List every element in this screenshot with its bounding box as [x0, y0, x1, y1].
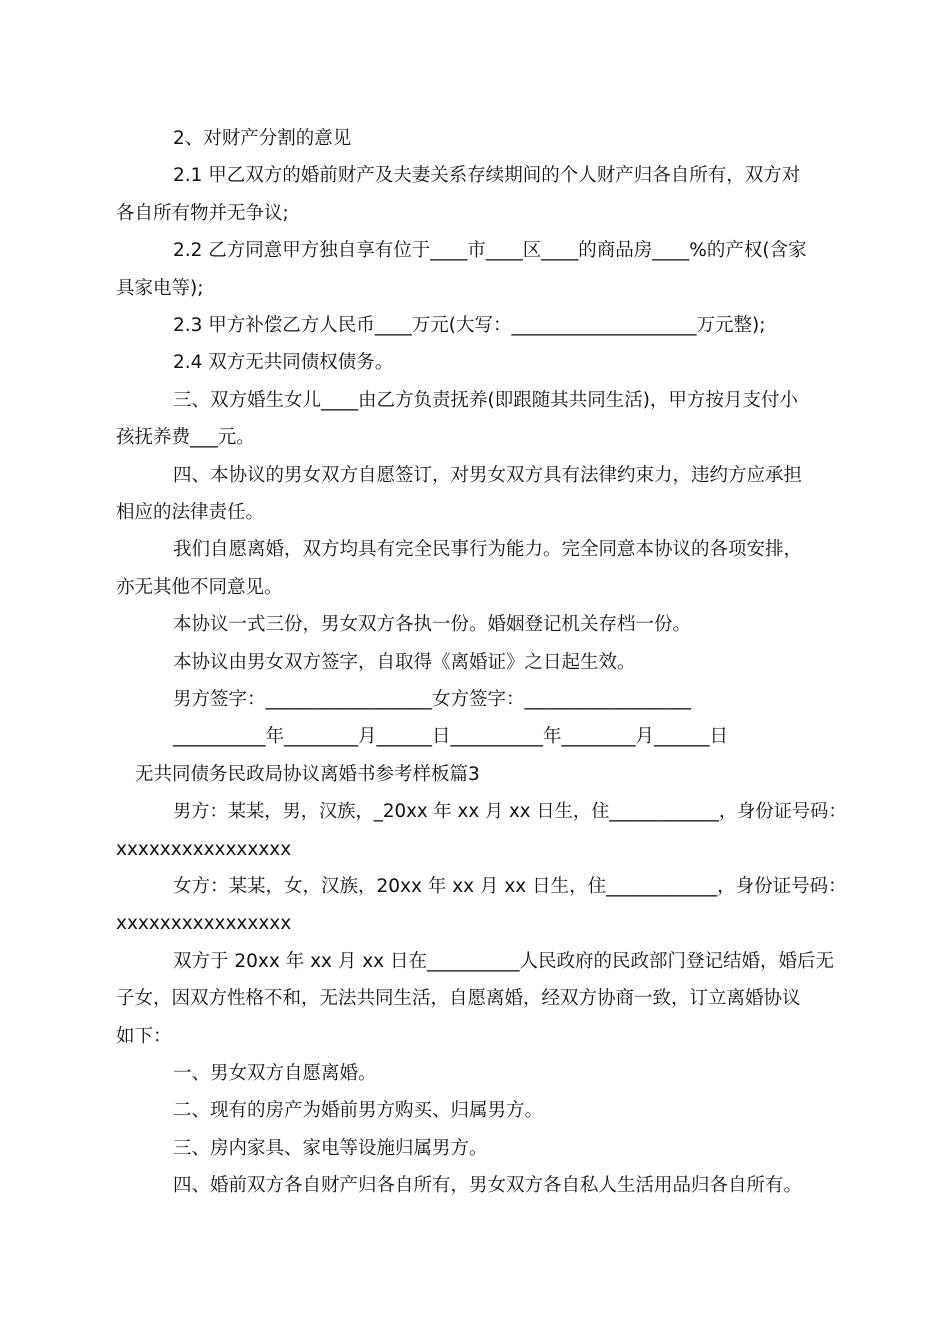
- signature-line: 男方签字：__________________女方签字：__________________: [173, 689, 692, 710]
- clause-3-line-1: 三、双方婚生女儿____由乙方负责抚养(即跟随其共同生活)，甲方按月支付小: [173, 390, 798, 411]
- section-title-template-3: 无共同债务民政局协议离婚书参考样板篇3: [135, 764, 480, 785]
- clause-2-2-line-2: 具家电等);: [116, 278, 204, 299]
- clause-2-1-line-1: 2.1 甲乙双方的婚前财产及夫妻关系存续期间的个人财产归各自所有，双方对: [173, 165, 801, 186]
- item-2: 二、现有的房产为婚前男方购买、归属男方。: [173, 1100, 544, 1121]
- clause-2-4: 2.4 双方无共同债权债务。: [173, 352, 394, 373]
- clause-2-3: 2.3 甲方补偿乙方人民币____万元(大写：____________________万元整);: [173, 315, 766, 336]
- effective-note: 本协议由男女双方签字，自取得《离婚证》之日起生效。: [173, 652, 636, 673]
- male-party-line-1: 男方：某某，男，汉族，_20xx 年 xx 月 xx 日生，住____________，身份证号码：: [173, 801, 847, 822]
- clause-4-line-2: 相应的法律责任。: [116, 502, 265, 523]
- clause-2-2-line-1: 2.2 乙方同意甲方独自享有位于____市____区____的商品房____%的产权(含家: [173, 240, 807, 261]
- copies-note: 本协议一式三份，男女双方各执一份。婚姻登记机关存档一份。: [173, 614, 692, 635]
- female-party-id-number: xxxxxxxxxxxxxxxx: [116, 913, 292, 934]
- male-party-id-number: xxxxxxxxxxxxxxxx: [116, 839, 292, 860]
- date-line: __________年________月______日__________年________月______日: [173, 726, 729, 747]
- item-3: 三、房内家具、家电等设施归属男方。: [173, 1138, 488, 1159]
- item-1: 一、男女双方自愿离婚。: [173, 1063, 377, 1084]
- item-4: 四、婚前双方各自财产归各自所有，男女双方各自私人生活用品归各自所有。: [173, 1175, 803, 1196]
- marriage-info-line-2: 子女，因双方性格不和，无法共同生活，自愿离婚，经双方协商一致，订立离婚协议: [116, 988, 801, 1009]
- marriage-info-line-3: 如下：: [116, 1026, 172, 1047]
- female-party-line-1: 女方：某某，女，汉族，20xx 年 xx 月 xx 日生，住____________，身份证号码：: [173, 876, 847, 897]
- statement-line-1: 我们自愿离婚，双方均具有完全民事行为能力。完全同意本协议的各项安排，: [173, 539, 803, 560]
- marriage-info-line-1: 双方于 20xx 年 xx 月 xx 日在__________人民政府的民政部门登记结婚，婚后无: [173, 951, 835, 972]
- clause-4-line-1: 四、本协议的男女双方自愿签订，对男女双方具有法律约束力，违约方应承担: [173, 465, 803, 486]
- clause-3-line-2: 孩抚养费___元。: [116, 427, 255, 448]
- section-heading-property-division: 2、对财产分割的意见: [173, 128, 352, 149]
- clause-2-1-line-2: 各自所有物并无争议;: [116, 203, 289, 224]
- statement-line-2: 亦无其他不同意见。: [116, 577, 283, 598]
